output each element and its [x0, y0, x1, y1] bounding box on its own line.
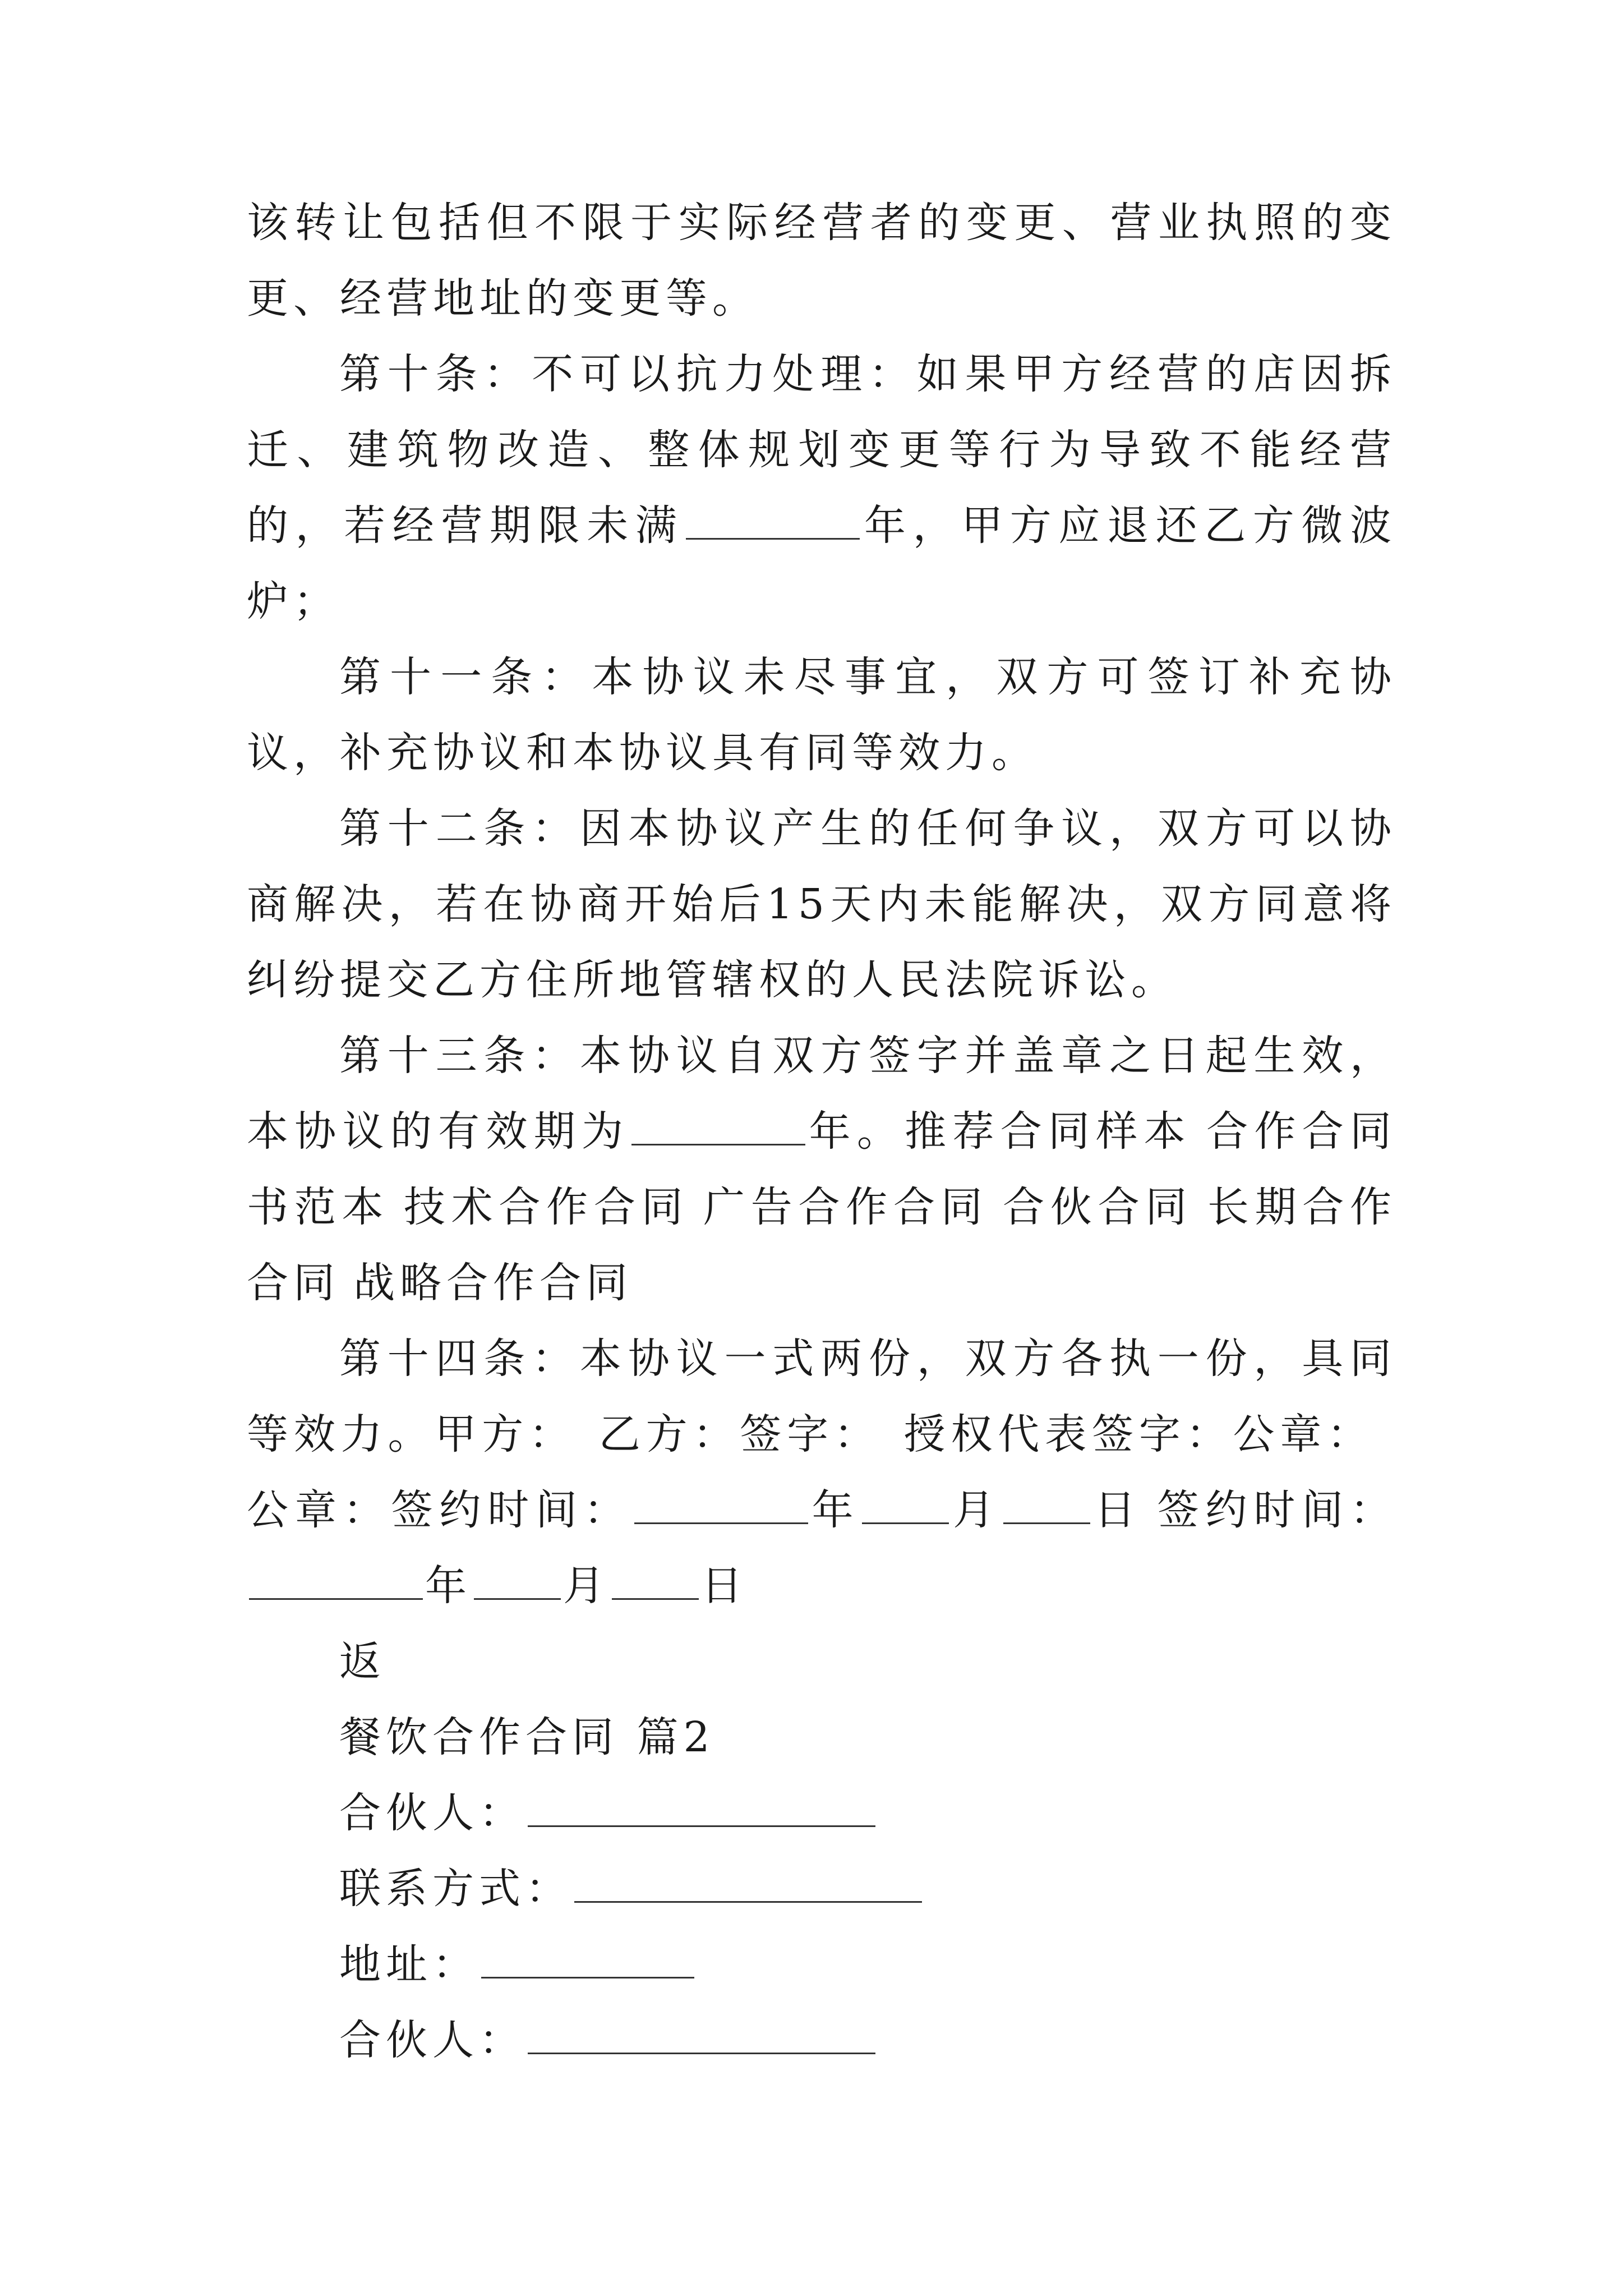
clause-11-text: 第十一条：本协议未尽事宜，双方可签订补充协议，补充协议和本协议具有同等效力。 — [247, 653, 1396, 777]
clause-14 — [247, 1321, 1396, 1624]
field-partner — [247, 1775, 1396, 1851]
clause-14-text: 第十四条：本协议一式两份，双方各执一份，具同等效力。甲方： — [247, 1335, 1396, 1458]
month-label: 月 — [563, 1562, 610, 1610]
recommended-link[interactable]: 技术合作合同 — [403, 1183, 689, 1231]
blank-line — [631, 1110, 805, 1145]
blank-line — [634, 1489, 808, 1524]
paragraph-transfer-scope — [247, 185, 1396, 337]
year-label: 年 — [425, 1562, 472, 1610]
clause-13 — [247, 1018, 1396, 1321]
clause-12 — [247, 791, 1396, 1018]
field-address — [247, 1927, 1396, 2003]
field-blank — [528, 2019, 875, 2054]
seal-label: 公章： — [247, 1486, 391, 1534]
signing-time-label: 签约时间： — [1155, 1486, 1397, 1534]
blank-line — [686, 504, 860, 540]
recommended-link[interactable]: 合作合同书范本 — [247, 1107, 1397, 1231]
day-label: 日 — [701, 1562, 748, 1610]
blank-line — [862, 1489, 949, 1524]
signing-time-label: 签约时间： — [391, 1486, 632, 1534]
field-blank — [481, 1943, 694, 1978]
document-body — [247, 185, 1396, 2078]
blank-line — [249, 1565, 423, 1600]
day-label: 日 — [1092, 1486, 1142, 1534]
field-label: 联系方式： — [339, 1865, 572, 1913]
return-link[interactable] — [247, 1624, 1396, 1700]
blank-line — [474, 1565, 561, 1600]
recommended-link[interactable]: 广告合作合同 — [702, 1183, 989, 1231]
clause-10-text-end: 年，甲方应退还乙方微波炉； — [247, 501, 1397, 625]
section-title-text: 餐饮合作合同 篇2 — [339, 1713, 715, 1761]
field-label: 地址： — [339, 1940, 479, 1989]
recommended-link[interactable]: 战略合作合同 — [353, 1259, 633, 1307]
field-contact — [247, 1851, 1396, 1927]
year-label: 年 — [810, 1486, 860, 1534]
field-label: 合伙人： — [339, 2016, 525, 2064]
recommended-link[interactable]: 长期合作合同 — [247, 1183, 1397, 1307]
field-blank — [574, 1867, 922, 1903]
field-blank — [528, 1792, 875, 1827]
authorized-sign-label: 授权代表签字：公章： — [903, 1410, 1375, 1458]
clause-10-text: 第十条：不可以抗力处理：如果甲方经营的店因拆迁、建筑物改造、整体规划变更等行为导致不能经营的，若经营期限未满 — [247, 350, 1396, 550]
blank-line — [612, 1565, 699, 1600]
field-partner-2 — [247, 2003, 1396, 2078]
field-label: 合伙人： — [339, 1789, 525, 1837]
clause-11 — [247, 639, 1396, 791]
month-label: 月 — [951, 1486, 1002, 1534]
blank-line — [1003, 1489, 1090, 1524]
return-link-text[interactable]: 返 — [339, 1637, 386, 1686]
paragraph-text: 该转让包括但不限于实际经营者的变更、营业执照的变更、经营地址的变更等。 — [247, 199, 1396, 323]
clause-12-text: 第十二条：因本协议产生的任何争议，双方可以协商解决，若在协商开始后15天内未能解决，双方同意将纠纷提交乙方住所地管辖权的人民法院诉讼。 — [247, 804, 1396, 1004]
recommended-link[interactable]: 合伙合同 — [1002, 1183, 1193, 1231]
clause-13-text: 第十三条：本协议自双方签字并盖章之日起生效，本协议的有效期为 — [247, 1032, 1396, 1156]
section-title — [247, 1700, 1396, 1775]
clause-10 — [247, 337, 1396, 639]
party-b-sign-label: 乙方：签字： — [598, 1410, 881, 1458]
clause-13-text-end: 年。推荐合同样本 — [808, 1107, 1192, 1156]
